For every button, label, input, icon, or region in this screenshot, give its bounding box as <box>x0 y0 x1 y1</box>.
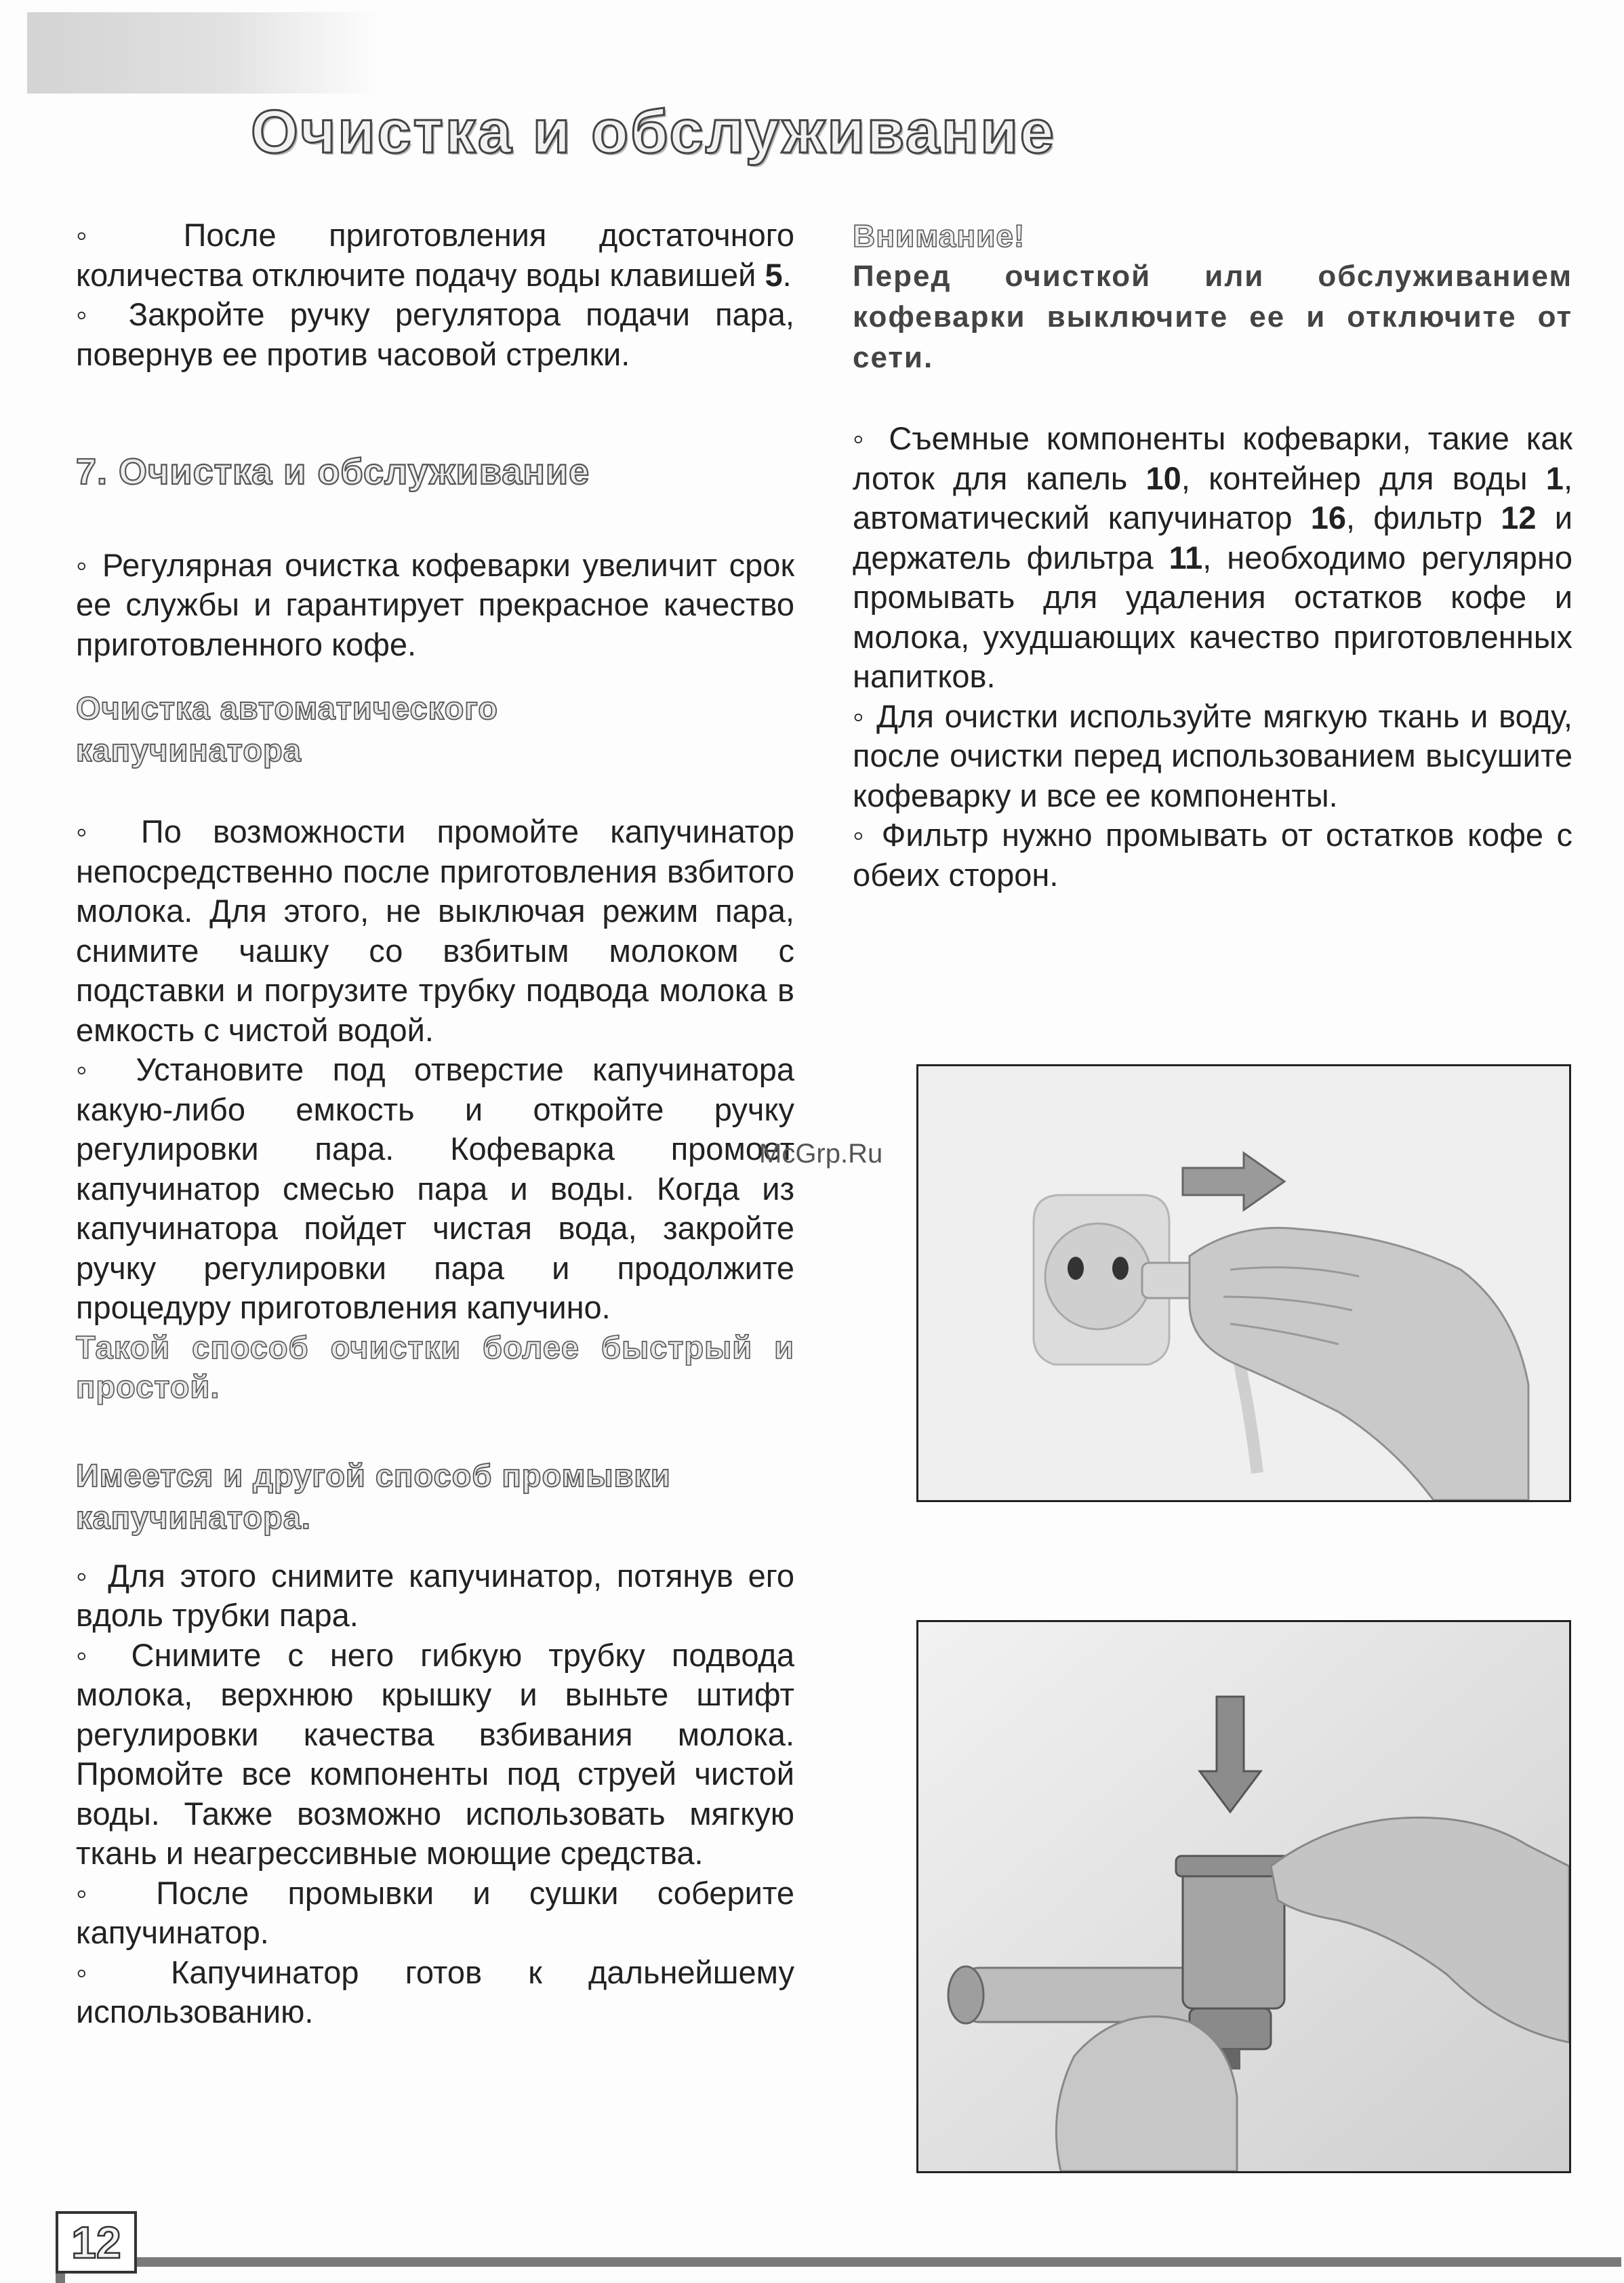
part-number-cappuccinator: 16 <box>1310 500 1347 536</box>
key-number: 5 <box>765 256 783 293</box>
part-number-filter: 12 <box>1501 500 1537 536</box>
right-paragraph-3: ◦ Фильтр нужно промывать от остатков кофе с обеих сторон. <box>853 817 1572 893</box>
section-title: 7. Очистка и обслуживание <box>76 451 590 492</box>
p1-text-3: , автоматический капучинатор <box>853 460 1572 536</box>
p1-text-1: ◦ Съемные компоненты кофеварки, такие как лоток для капель <box>853 420 1572 496</box>
intro-paragraph-1 <box>76 216 794 295</box>
subsection-title-2-line-1: Имеется и другой способ промывки <box>76 1457 671 1493</box>
p1-text-6: , необходимо регулярно промывать для удаления остатков кофе и молока, ухудшающих качество приготовленных напитков. <box>853 539 1572 694</box>
attention-text: Перед очисткой или обслуживанием кофеварки выключите ее и отключите от сети. <box>853 260 1572 374</box>
footer-bar <box>137 2257 1621 2267</box>
corner-tone-decoration <box>27 12 380 94</box>
sub1-note: Такой способ очистки более быстрый и простой. <box>76 1329 794 1405</box>
sub2-paragraph-2: ◦ Снимите с него гибкую трубку подвода молока, верхнюю крышку и выньте штифт регулировки качества взбивания молока. Промойте все компоненты под струей чистой воды. Также возможно использовать мягкую ткань и неагрессивные моющие средства. <box>76 1636 794 1872</box>
part-number-drip-tray: 10 <box>1145 460 1181 496</box>
watermark: McGrp.Ru <box>759 1139 883 1169</box>
intro-text: ◦ После приготовления достаточного количества отключите подачу воды клавишей <box>76 217 794 293</box>
subsection-title-1-line-2: капучинатора <box>76 732 302 769</box>
page-number: 12 <box>71 2217 121 2267</box>
subsection-title-1-line-1: Очистка автоматического <box>76 690 498 727</box>
left-column <box>76 216 794 2032</box>
page-number-box <box>56 2211 137 2274</box>
subsection-title-2 <box>76 1455 794 1539</box>
attention-title: Внимание! <box>853 218 1026 254</box>
section-intro: ◦ Регулярная очистка кофеварки увеличит срок ее службы и гарантирует прекрасное качество приготовленного кофе. <box>76 546 794 662</box>
subsection-title-1 <box>76 687 794 771</box>
right-paragraph-1 <box>853 419 1572 697</box>
sub2-paragraph-3: ◦ После промывки и сушки соберите капучинатор. <box>76 1874 794 1951</box>
photo-cappuccinator-assembly <box>916 1620 1571 2173</box>
assembly-illustration <box>918 1622 1569 2171</box>
p1-text-4: , фильтр <box>1346 500 1501 536</box>
photo-unplug-socket <box>916 1064 1571 1502</box>
part-number-water-tank: 1 <box>1545 460 1564 496</box>
sub1-paragraph-1: ◦ По возможности промойте капучинатор непосредственно после приготовления взбитого молока. Для этого, не выключая режим пара, снимите чашку со взбитым молоком с подставки и погрузите трубку подвода молока в емкость с чистой водой. <box>76 813 794 1048</box>
sub2-paragraph-1: ◦ Для этого снимите капучинатор, потянув его вдоль трубки пара. <box>76 1557 794 1634</box>
p1-text-5: и держатель фильтра <box>853 500 1572 575</box>
intro-period: . <box>782 256 792 293</box>
part-number-filter-holder: 11 <box>1169 539 1203 575</box>
page-title: Очистка и обслуживание <box>251 98 1056 166</box>
subsection-title-2-line-2: капучинатора. <box>76 1499 311 1535</box>
intro-paragraph-2: ◦ Закройте ручку регулятора подачи пара, повернув ее против часовой стрелки. <box>76 296 794 372</box>
right-paragraph-2: ◦ Для очистки используйте мягкую ткань и воду, после очистки перед использованием высушите кофеварку и все ее компоненты. <box>853 698 1572 813</box>
sub2-paragraph-4: ◦ Капучинатор готов к дальнейшему использованию. <box>76 1954 794 2030</box>
sub1-paragraph-2: ◦ Установите под отверстие капучинатора какую-либо емкость и откройте ручку регулировки пара. Кофеварка промоет капучинатор смесью пара и воды. Когда из капучинатора пойдет чистая вода, закройте ручку регулировки пара и продолжите процедуру приготовления капучино. <box>76 1051 794 1326</box>
unplug-illustration <box>918 1066 1569 1500</box>
right-column <box>853 216 1572 895</box>
p1-text-2: , контейнер для воды <box>1181 460 1546 496</box>
